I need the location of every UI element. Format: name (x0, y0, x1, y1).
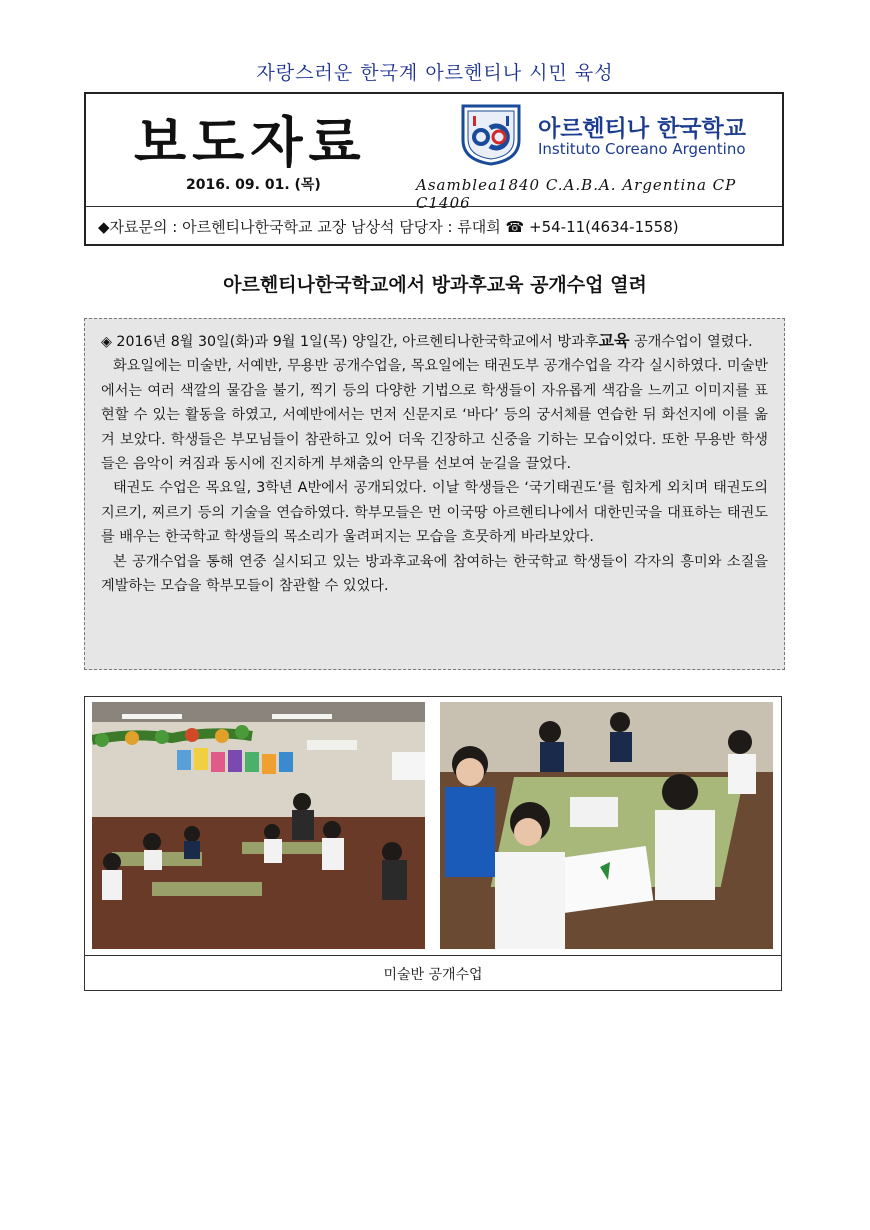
press-header (84, 92, 784, 246)
article-body (84, 318, 785, 670)
press-title: 보도자료 (134, 111, 367, 174)
headline: 아르헨티나한국학교에서 방과후교육 공개수업 열려 (223, 274, 647, 296)
article-paragraph-3: 태권도 수업은 목요일, 3학년 A반에서 공개되었다. 이날 학생들은 ‘국기태권도’를 힘차게 외치며 태권도의 지르기, 찌르기 등의 기술을 연습하였다. 학부모들은 먼 이국땅 아르헨티나에서 대한민국을 대표하는 태권도를 배우는 한국학교 학생들의 목소리가 울려퍼지는 모습을 흐뭇하게 바라보았다. (101, 480, 768, 546)
school-name-ko: 아르헨티나 한국학교 (538, 116, 746, 142)
article-paragraph-2: 화요일에는 미술반, 서예반, 무용반 공개수업을, 목요일에는 태권도부 공개수업을 각각 실시하였다. 미술반에서는 여러 색깔의 물감을 불기, 찍기 등의 다양한 기법으로 학생들이 자유롭게 색감을 느끼고 이미지를 표현할 수 있는 활동을 하였고, 서예반에서는 먼저 신문지로 ‘바다’ 등의 궁서체를 연습한 뒤 화선지에 이를 옮겨 보았다. 학생들은 부모님들이 참관하고 있어 더욱 긴장하고 신중을 기하는 모습이었다. 또한 무용반 학생들은 음악이 켜짐과 동시에 진지하게 부채춤의 안무를 선보여 눈길을 끌었다. (101, 358, 768, 473)
school-name-es: Instituto Coreano Argentino (538, 140, 746, 158)
photo-table (84, 696, 782, 991)
p1-lead: ◈ 2016년 8월 30일(화)과 9월 1일(목) 양일간, 아르헨티나한국학교에서 방과후 (101, 334, 599, 350)
contact-info: ◆자료문의 : 아르헨티나한국학교 교장 남상석 담당자 : 류대희 ☎ +54-11(4634-1558) (98, 218, 679, 236)
photo-caption: 미술반 공개수업 (383, 967, 483, 983)
header-top (86, 94, 782, 212)
slogan: 자랑스러운 한국계 아르헨티나 시민 육성 (256, 62, 614, 84)
school-logo (459, 102, 523, 166)
contact-row (86, 206, 782, 245)
classroom-photo-2 (440, 702, 773, 949)
classroom-photo-1 (92, 702, 425, 949)
p1-bold-word: 교육 (598, 331, 630, 350)
photo-caption-row (85, 955, 781, 991)
school-address: Asamblea1840 C.A.B.A. Argentina CP C1406 (416, 176, 737, 212)
article-paragraph-4: 본 공개수업을 통해 연중 실시되고 있는 방과후교육에 참여하는 한국학교 학생들이 각자의 흥미와 소질을 계발하는 모습을 학부모들이 참관할 수 있었다. (101, 553, 768, 595)
article-paragraph-1 (101, 329, 768, 354)
press-date: 2016. 09. 01. (목) (186, 177, 321, 193)
p1-tail: 공개수업이 열렸다. (629, 334, 753, 350)
